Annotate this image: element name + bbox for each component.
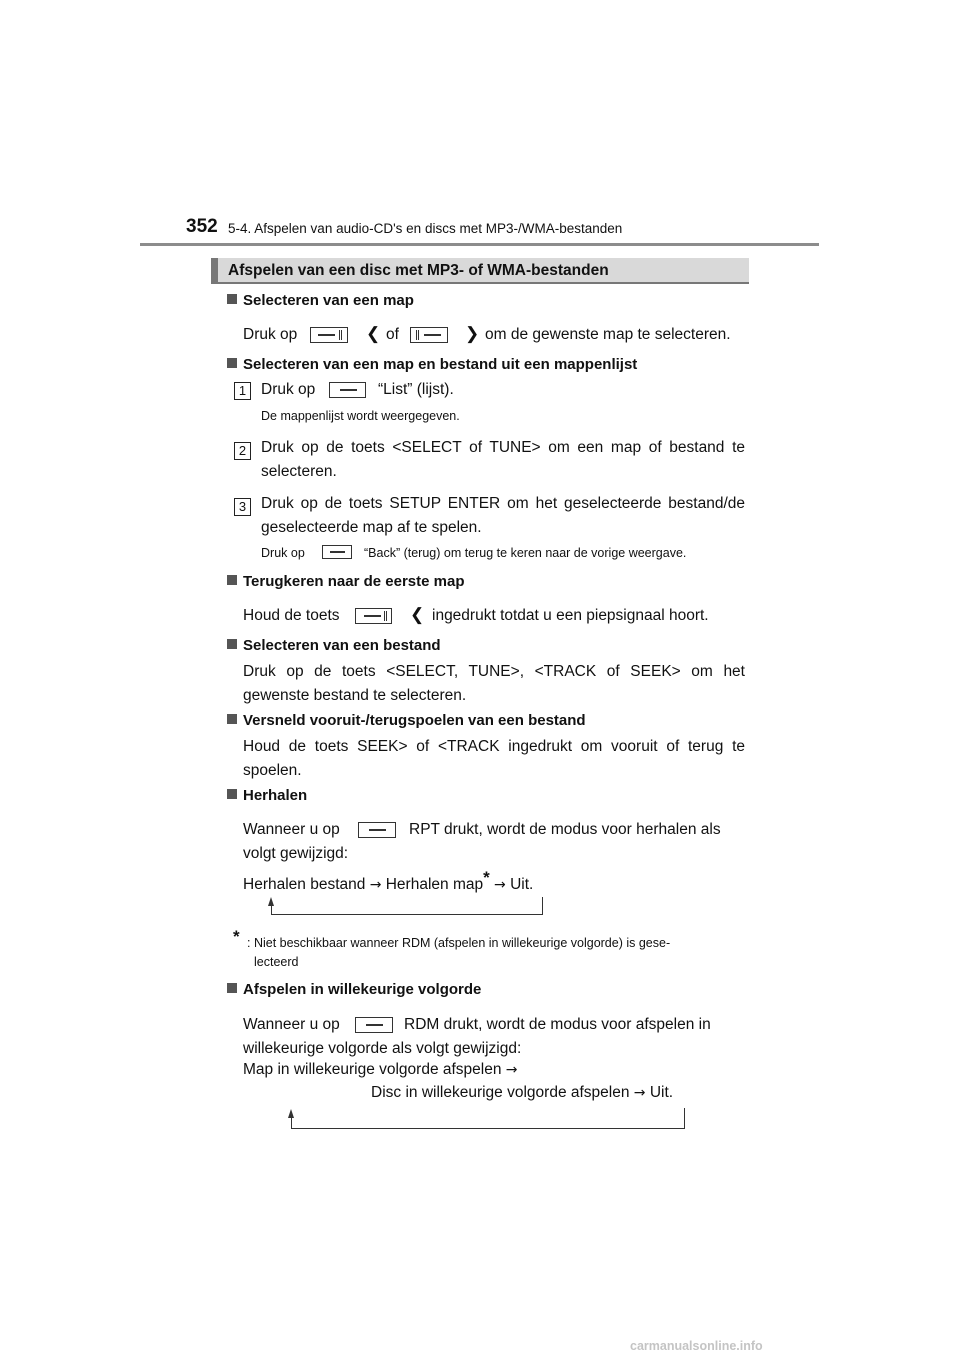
step-1-note: De mappenlijst wordt weergegeven. [261,409,460,423]
square-bullet-icon [227,358,237,368]
header-rule [140,243,819,246]
step-number-3: 3 [234,498,251,516]
footnote-mark: * [233,927,240,946]
loop-line-left [291,1117,292,1129]
heading-select-from-list [226,356,637,373]
loop-line-right [684,1108,685,1129]
step-1-post: “List” (lijst). [378,381,454,398]
step-3-text: Druk op de toets SETUP ENTER om het geselecteerde bestand/de geselecteerde map af te spelen. [261,495,745,536]
random-sequence-2 [371,1081,673,1105]
step-2-text: Druk op de toets <SELECT of TUNE> om een map of bestand te selecteren. [261,439,745,480]
footnote-star: * [483,868,490,887]
fast-text: Houd de toets SEEK> of <TRACK ingedrukt om vooruit of terug te spoelen. [243,738,745,779]
heading-text: Afspelen in willekeurige volgorde [243,981,482,998]
heading-text: Selecteren van een bestand [243,637,441,654]
arrow-right-icon: → [633,1085,646,1101]
select-folder-text-2: om de gewenste map te selecteren. [485,326,731,343]
heading-first-folder [226,573,464,590]
page-number: 352 [186,216,218,237]
button-icon [355,1017,393,1033]
loop-line-bottom [291,1128,685,1129]
random-seq-b: Disc in willekeurige volgorde afspelen [371,1084,630,1101]
square-bullet-icon [227,789,237,799]
select-folder-text-1: Druk op [243,326,298,343]
section-title: Afspelen van een disc met MP3- of WMA-bestanden [211,258,749,284]
square-bullet-icon [227,983,237,993]
repeat-line2: volgt gewijzigd: [243,845,349,862]
random-seq-a: Map in willekeurige volgorde afspelen [243,1061,502,1078]
random-pre: Wanneer u op [243,1016,340,1033]
repeat-seq-b: Herhalen map [385,876,484,893]
heading-select-folder [226,292,414,309]
square-bullet-icon [227,575,237,585]
square-bullet-icon [227,714,237,724]
heading-fast [226,712,586,729]
random-seq-c: Uit. [649,1084,674,1101]
heading-text: Selecteren van een map [243,292,414,309]
chevron-left-icon: ❮ [366,324,381,343]
arrow-up-icon [268,897,274,906]
first-folder-pre: Houd de toets [243,607,340,624]
chevron-left-icon: ❮ [410,605,425,624]
heading-text: Herhalen [243,787,308,804]
square-bullet-icon [227,294,237,304]
first-folder-post: ingedrukt totdat u een piepsignaal hoort. [432,607,709,624]
select-folder-of: of [386,326,399,343]
step-3-note-post: “Back” (terug) om terug te keren naar de vorige weergave. [364,546,687,560]
repeat-seq-a: Herhalen bestand [243,876,366,893]
heading-text: Selecteren van een map en bestand uit een mappenlijst [243,356,638,373]
chevron-right-icon: ❯ [465,324,480,343]
heading-random [226,981,481,998]
heading-text: Terugkeren naar de eerste map [243,573,465,590]
step-3-note-pre: Druk op [261,546,305,560]
repeat-post: RPT drukt, wordt de modus voor herhalen als [409,821,721,838]
step-1-pre: Druk op [261,381,316,398]
repeat-pre: Wanneer u op [243,821,340,838]
repeat-seq-c: Uit. [510,876,534,893]
step-number-1: 1 [234,382,251,400]
button-icon [322,545,352,559]
track-button-icon [310,327,348,343]
heading-repeat [226,787,307,804]
footnote-text-2: lecteerd [254,955,299,969]
random-line2: willekeurige volgorde als volgt gewijzigd: [243,1040,522,1057]
loop-line-bottom [271,914,543,915]
select-file-text: Druk op de toets <SELECT, TUNE>, <TRACK of SEEK> om het gewenste bestand te selecteren. [243,663,745,704]
repeat-sequence [243,866,533,897]
button-icon [358,822,396,838]
arrow-right-icon: → [505,1062,518,1078]
footnote-text: : Niet beschikbaar wanneer RDM (afspelen in willekeurige volgorde) is gese- [247,936,671,950]
random-sequence-1 [243,1058,518,1082]
loop-line-right [542,897,543,915]
heading-text: Versneld vooruit-/terugspoelen van een bestand [243,712,586,729]
arrow-up-icon [288,1109,294,1118]
heading-select-file [226,637,441,654]
random-post: RDM drukt, wordt de modus voor afspelen in [404,1016,711,1033]
step-number-2: 2 [234,442,251,460]
folder-button-icon [410,327,448,343]
button-icon [329,382,366,398]
arrow-right-icon: → [494,877,506,893]
track-button-icon [355,608,392,624]
chapter-title: 5-4. Afspelen van audio-CD's en discs met MP3-/WMA-bestanden [228,221,623,236]
watermark: carmanualsonline.info [630,1339,763,1353]
arrow-right-icon: → [369,877,382,893]
square-bullet-icon [227,639,237,649]
